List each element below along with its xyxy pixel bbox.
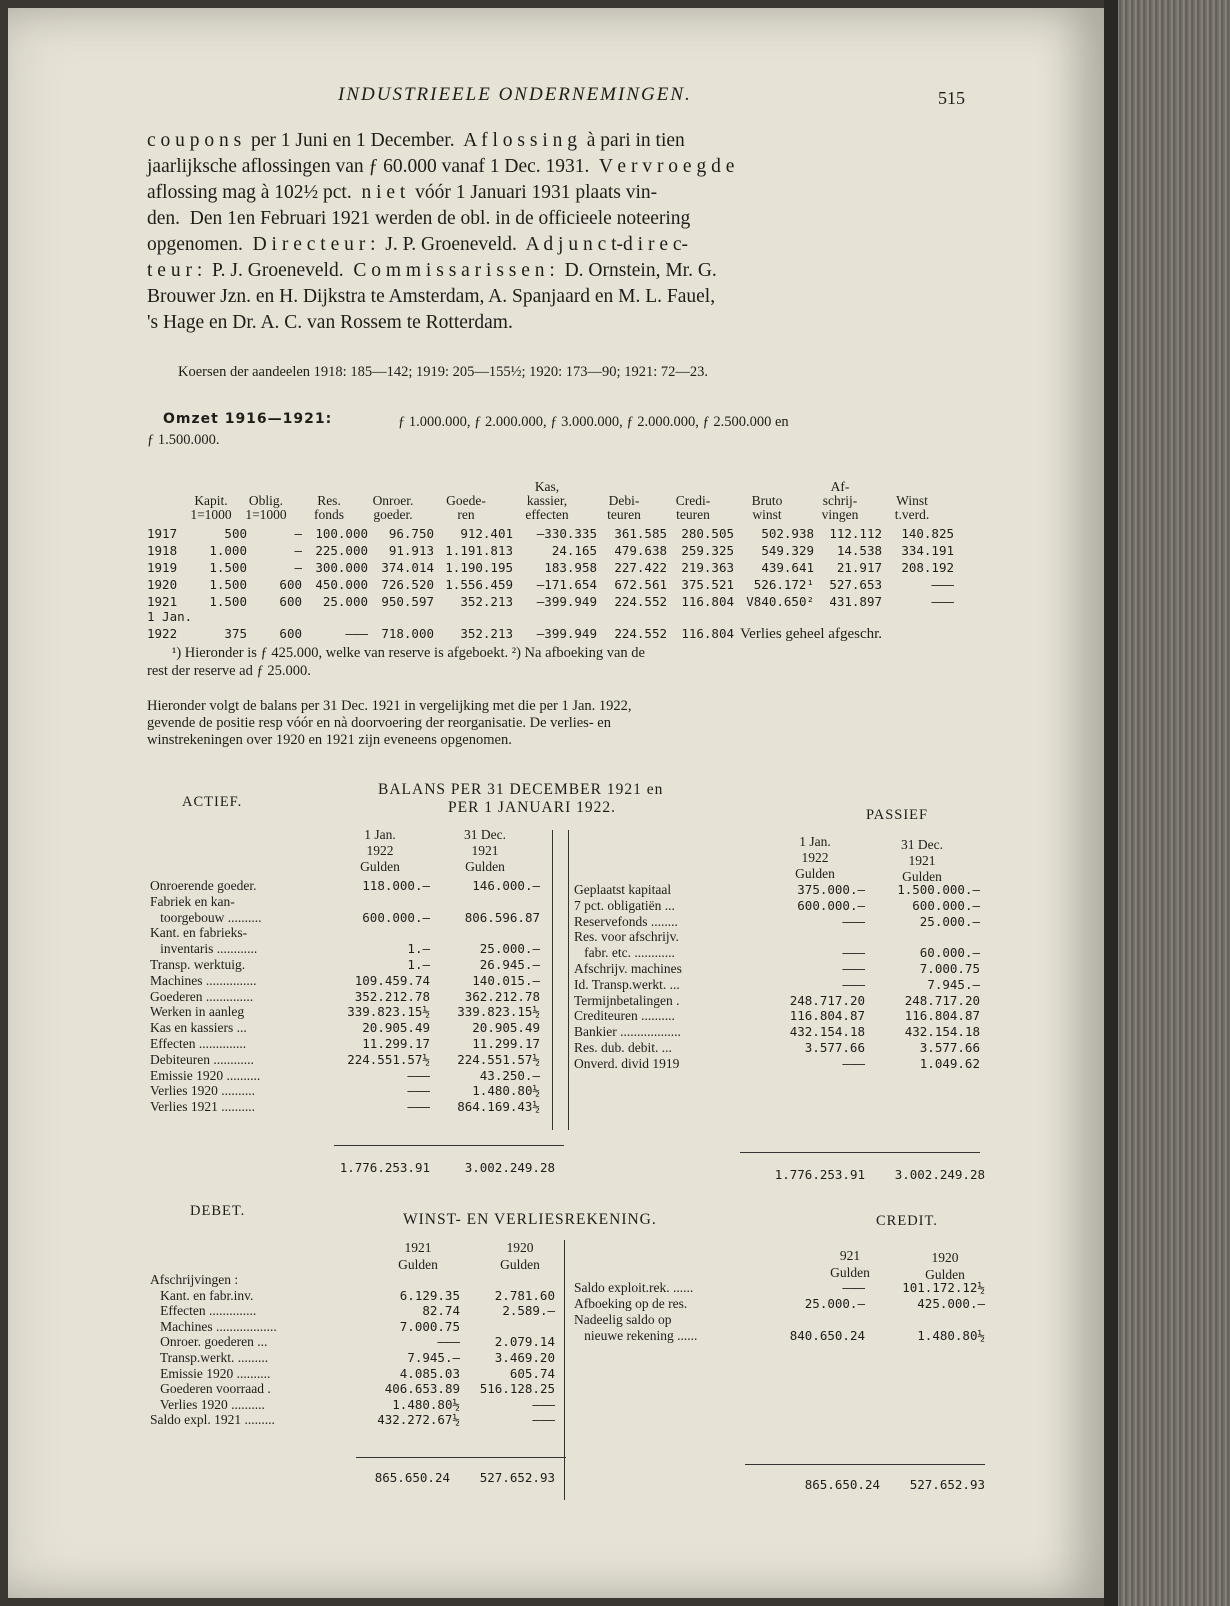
- stats-header-cell: Winst t.verd.: [894, 493, 930, 522]
- stats-header-cell: Kapit. 1=1000: [190, 493, 232, 522]
- winst-debet-1920: 3.469.20: [494, 1350, 555, 1365]
- stats-cell: 116.804: [681, 594, 734, 609]
- balans-intro: [147, 698, 632, 749]
- balans-actief-jan: 224.551.57½: [347, 1051, 430, 1067]
- stats-cell: 224.552: [614, 594, 667, 609]
- stats-year-cell: 1921: [147, 594, 178, 609]
- stats-cell: 208.192: [901, 560, 954, 575]
- stats-header-cell: Credi- teuren: [675, 493, 711, 522]
- balans-actief-jan: 11.299.17: [362, 1036, 430, 1051]
- stats-cell: —399.949: [536, 594, 597, 609]
- balans-passief-jan: ———: [842, 1055, 865, 1071]
- winst-debet-1921: ———: [437, 1334, 460, 1350]
- winst-debet-1921: 82.74: [422, 1303, 460, 1319]
- balans-actief-total-jan: 1.776.253.91: [339, 1160, 430, 1175]
- balans-passief-label: Id. Transp.werkt. ...: [574, 976, 680, 992]
- balans-col-header: 1921: [908, 853, 936, 868]
- winst-debet-label: Onroer. goederen ...: [150, 1334, 268, 1350]
- balans-col-header: 1921: [471, 843, 499, 858]
- balans-actief-jan: 118.000.—: [362, 878, 430, 893]
- winst-debet-1921: 406.653.89: [384, 1381, 460, 1397]
- balans-title-2: PER 1 JANUARI 1922.: [448, 799, 616, 816]
- stats-header-cell: Debi- teuren: [607, 493, 641, 522]
- omzet-line1: ƒ 1.000.000, ƒ 2.000.000, ƒ 3.000.000, ƒ 2.000.000, ƒ 2.500.000 en: [398, 414, 789, 430]
- stats-cell: 112.112: [829, 526, 882, 541]
- book-page-edges: [1104, 0, 1230, 1606]
- stats-cell: 672.561: [614, 577, 667, 592]
- balans-intro-line: winstrekeningen over 1920 en 1921 zijn eveneens opgenomen.: [147, 732, 512, 748]
- table-divider: [552, 830, 553, 1130]
- stats-cell: 25.000: [322, 594, 368, 609]
- balans-actief-jan: ———: [407, 1067, 430, 1083]
- stats-cell: 1.000: [209, 543, 247, 558]
- passief-label: PASSIEF: [866, 807, 929, 823]
- intro-line: t e u r : P. J. Groeneveld. C o m m i s s a r i s s e n : D. Ornstein, Mr. G.: [147, 260, 717, 281]
- balans-passief-dec: 60.000.—: [919, 945, 980, 961]
- balans-actief-dec: 806.596.87: [464, 909, 540, 925]
- balans-passief-jan: 432.154.18: [789, 1024, 865, 1040]
- stats-cell: 334.191: [901, 543, 954, 558]
- stats-cell: 1.191.813: [445, 543, 513, 558]
- page-number: 515: [938, 88, 965, 108]
- balans-actief-dec: 11.299.17: [472, 1036, 540, 1051]
- total-rule: [356, 1457, 566, 1458]
- table-divider: [564, 1240, 565, 1500]
- balans-col-header: 1 Jan.: [364, 827, 396, 842]
- stats-cell: 219.363: [681, 560, 734, 575]
- balans-passief-label: Res. voor afschrijv.: [574, 929, 679, 945]
- balans-passief-jan: ———: [842, 976, 865, 992]
- stats-cell: 361.585: [614, 526, 667, 541]
- stats-cell: —330.335: [536, 526, 597, 541]
- stats-cell: 96.750: [388, 526, 434, 541]
- balans-passief-label: Reservefonds ........: [574, 913, 678, 929]
- winst-col-header: Gulden: [925, 1267, 965, 1282]
- winst-credit-label: Nadeelig saldo op: [574, 1312, 672, 1327]
- intro-line: jaarlijksche aflossingen van ƒ 60.000 vanaf 1 Dec. 1931. V e r v r o e g d e: [147, 156, 735, 177]
- winst-credit-1921: ———: [842, 1280, 865, 1295]
- stats-year-cell: 1918: [147, 543, 178, 558]
- winst-credit-1921: 840.650.24: [789, 1328, 865, 1343]
- stats-cell: —171.654: [536, 577, 597, 592]
- stats-cell: —: [294, 560, 302, 575]
- winst-debet-total-1921: 865.650.24: [374, 1470, 450, 1485]
- balans-passief-label: Onverd. divid 1919: [574, 1055, 680, 1071]
- balans-passief-label: Termijnbetalingen .: [574, 992, 680, 1008]
- stats-header-cell: Res. fonds: [314, 493, 344, 522]
- balans-actief-dec: 362.212.78: [464, 988, 540, 1004]
- total-rule: [740, 1152, 980, 1153]
- balans-col-header: 1 Jan.: [799, 834, 831, 849]
- stats-cell: 726.520: [381, 577, 434, 592]
- stats-cell: 259.325: [681, 543, 734, 558]
- balans-actief-dec: 43.250.—: [479, 1067, 540, 1083]
- balans-actief-jan: ———: [407, 1099, 430, 1115]
- balans-passief-dec: 7.000.75: [919, 961, 980, 976]
- balans-actief-label: Onroerende goeder.: [150, 878, 257, 893]
- balans-col-header: 1922: [366, 843, 394, 858]
- stats-cell: ———: [345, 626, 368, 641]
- intro-line: Brouwer Jzn. en H. Dijkstra te Amsterdam, A. Spanjaard en M. L. Fauel,: [147, 286, 716, 307]
- balans-passief-label: Geplaatst kapitaal: [574, 882, 672, 897]
- balans-actief-jan: 1.—: [407, 957, 430, 972]
- running-header: INDUSTRIEELE ONDERNEMINGEN.: [338, 84, 692, 105]
- balans-actief-jan: ———: [407, 1083, 430, 1099]
- winst-debet-label: Machines ..................: [150, 1318, 277, 1334]
- stats-cell: —: [294, 526, 302, 541]
- balans-actief-label: Kas en kassiers ...: [150, 1020, 247, 1036]
- winst-debet-1921: 1.480.80½: [392, 1396, 460, 1412]
- stats-footnote-2: rest der reserve ad ƒ 25.000.: [147, 663, 311, 679]
- balans-passief-total-dec: 3.002.249.28: [894, 1167, 985, 1182]
- winst-credit-1920: 1.480.80½: [917, 1328, 985, 1343]
- stats-cell: 21.917: [836, 560, 882, 575]
- stats-header-cell: Af- schrij- vingen: [821, 479, 859, 522]
- balans-col-header: 1922: [801, 850, 829, 865]
- balans-actief-label: toorgebouw ..........: [150, 909, 262, 925]
- total-rule: [334, 1145, 564, 1146]
- stats-cell: 526.172¹: [753, 577, 814, 592]
- balans-intro-line: gevende de positie resp vóór en nà doorvoering der reorganisatie. De verlies- en: [147, 715, 611, 731]
- winst-title: WINST- EN VERLIESREKENING.: [403, 1211, 657, 1228]
- stats-cell: 600: [279, 577, 302, 592]
- winst-debet-1920: 2.079.14: [494, 1334, 555, 1350]
- balans-actief-jan: 20.905.49: [362, 1020, 430, 1036]
- stats-cell: 375: [224, 626, 247, 641]
- winst-debet-label: Emissie 1920 ..........: [150, 1365, 271, 1381]
- winst-debet-1921: 7.000.75: [399, 1318, 460, 1334]
- koersen-line: Koersen der aandeelen 1918: 185—142; 1919: 205—155½; 1920: 173—90; 1921: 72—23.: [178, 364, 708, 380]
- stats-year-cell: 1922: [147, 626, 178, 641]
- winst-debet-label: Effecten ..............: [150, 1303, 257, 1319]
- balans-actief-label: Goederen ..............: [150, 988, 254, 1004]
- balans-actief-dec: 864.169.43½: [457, 1099, 540, 1115]
- stats-header-cell: Oblig. 1=1000: [245, 493, 287, 522]
- stats-cell: 280.505: [681, 526, 734, 541]
- total-rule: [745, 1464, 985, 1465]
- balans-actief-dec: 146.000.—: [472, 878, 540, 893]
- winst-debet-1920: 2.589.—: [502, 1303, 555, 1319]
- winst-debet-1920: 605.74: [509, 1365, 555, 1381]
- balans-actief-jan: 1.—: [407, 941, 430, 957]
- balans-actief-jan: 109.459.74: [354, 972, 430, 988]
- winst-col-header: Gulden: [398, 1257, 438, 1272]
- stats-cell: 718.000: [381, 626, 434, 641]
- stats-cell: 527.653: [829, 577, 882, 592]
- balans-col-header: Gulden: [795, 866, 835, 881]
- balans-actief-dec: 140.015.—: [472, 972, 540, 988]
- balans-actief-total-dec: 3.002.249.28: [464, 1160, 555, 1175]
- stats-note-cell: Verlies geheel afgeschr.: [740, 626, 883, 642]
- balans-col-header: Gulden: [360, 859, 400, 874]
- winst-credit-label: Saldo exploit.rek. ......: [574, 1280, 694, 1295]
- balans-col-header: Gulden: [902, 869, 942, 884]
- balans-passief-jan: 116.804.87: [789, 1008, 865, 1024]
- winst-debet-1920: ———: [532, 1396, 555, 1412]
- balans-passief-dec: 248.717.20: [904, 992, 980, 1008]
- actief-label: ACTIEF.: [182, 794, 243, 810]
- stats-header-cell: Bruto winst: [751, 493, 783, 522]
- stats-cell: 1.500: [209, 594, 247, 609]
- stats-cell: 1.500: [209, 560, 247, 575]
- credit-label: CREDIT.: [876, 1213, 938, 1229]
- intro-line: den. Den 1en Februari 1921 werden de obl. in de officieele noteering: [147, 208, 691, 229]
- stats-cell: 91.913: [388, 543, 434, 558]
- omzet-label: Omzet 1916—1921:: [163, 411, 333, 427]
- stats-cell: 374.014: [381, 560, 434, 575]
- balans-actief-dec: 224.551.57½: [457, 1051, 540, 1067]
- stats-cell: 500: [224, 526, 247, 541]
- intro-line: c o u p o n s per 1 Juni en 1 December. A f l o s s i n g à pari in tien: [147, 130, 685, 151]
- winst-debet-total-1920: 527.652.93: [479, 1470, 555, 1485]
- stats-year-cell: 1 Jan.: [147, 609, 193, 624]
- debet-label: DEBET.: [190, 1203, 246, 1219]
- winst-debet-1920: 516.128.25: [479, 1381, 555, 1397]
- stats-cell: 600: [279, 626, 302, 641]
- stats-year-cell: 1920: [147, 577, 178, 592]
- balans-passief-dec: 25.000.—: [919, 913, 980, 929]
- stats-cell: 140.825: [901, 526, 954, 541]
- stats-cell: 183.958: [544, 560, 597, 575]
- stats-cell: ———: [931, 594, 954, 609]
- stats-header-cell: Onroer. goeder.: [372, 493, 414, 522]
- winst-debet-label: Saldo expl. 1921 .........: [150, 1412, 275, 1428]
- winst-credit-total-1920: 527.652.93: [909, 1477, 985, 1492]
- winst-credit-1921: 25.000.—: [804, 1296, 865, 1311]
- balans-intro-line: Hieronder volgt de balans per 31 Dec. 1921 in vergelijking met die per 1 Jan. 1922,: [147, 698, 632, 714]
- intro-line: 's Hage en Dr. A. C. van Rossem te Rotterdam.: [147, 312, 513, 333]
- winst-col-header: Gulden: [830, 1265, 870, 1280]
- stats-cell: 352.213: [460, 626, 513, 641]
- winst-credit-label: nieuwe rekening ......: [574, 1328, 698, 1343]
- balans-passief-jan: ———: [842, 945, 865, 961]
- stats-cell: 1.190.195: [445, 560, 513, 575]
- omzet-line2: ƒ 1.500.000.: [147, 432, 220, 448]
- balans-actief-label: Transp. werktuig.: [150, 957, 246, 972]
- balans-actief-jan: 339.823.15½: [347, 1004, 430, 1020]
- balans-actief-dec: 26.945.—: [479, 957, 540, 972]
- balans-passief-dec: 1.049.62: [919, 1055, 980, 1071]
- balans-col-header: Gulden: [465, 859, 505, 874]
- balans-passief-label: Res. dub. debit. ...: [574, 1040, 672, 1055]
- balans-passief-jan: 375.000.—: [797, 882, 865, 897]
- winst-debet-label: Kant. en fabr.inv.: [150, 1287, 254, 1303]
- stats-cell: 912.401: [460, 526, 513, 541]
- balans-actief-dec: 1.480.80½: [472, 1083, 540, 1099]
- balans-actief-label: Emissie 1920 ..........: [150, 1067, 261, 1083]
- book-spine-shadow: [1104, 0, 1118, 1606]
- balans-title-1: BALANS PER 31 DECEMBER 1921 en: [378, 781, 664, 798]
- winst-debet-label: Goederen voorraad .: [150, 1381, 271, 1397]
- intro-line: aflossing mag à 102½ pct. n i e t vóór 1 Januari 1931 plaats vin-: [147, 182, 658, 203]
- stats-cell: 14.538: [836, 543, 882, 558]
- balans-passief-jan: 248.717.20: [789, 992, 865, 1008]
- balans-passief-jan: ———: [842, 913, 865, 929]
- balans-passief-label: fabr. etc. ............: [574, 945, 675, 961]
- stats-cell: ———: [931, 577, 954, 592]
- balans-actief-label: Debiteuren ............: [150, 1051, 254, 1067]
- winst-debet-1921: 6.129.35: [399, 1287, 460, 1303]
- stats-cell: 479.638: [614, 543, 667, 558]
- winst-credit-1920: 425.000.—: [917, 1296, 985, 1311]
- stats-cell: 225.000: [315, 543, 368, 558]
- balans-passief-label: 7 pct. obligatiën ...: [574, 897, 675, 913]
- winst-col-header: 1920: [931, 1250, 959, 1265]
- stats-cell: 1.556.459: [445, 577, 513, 592]
- balans-passief-label: Afschrijv. machines: [574, 961, 682, 976]
- balans-actief-dec: 339.823.15½: [457, 1004, 540, 1020]
- winst-credit-total-1921: 865.650.24: [804, 1477, 880, 1492]
- winst-debet-1920: ———: [532, 1412, 555, 1428]
- balans-actief-dec: 25.000.—: [479, 941, 540, 957]
- stats-cell: 950.597: [381, 594, 434, 609]
- stats-cell: 352.213: [460, 594, 513, 609]
- winst-debet-1920: 2.781.60: [494, 1287, 555, 1303]
- winst-col-header: Gulden: [500, 1257, 540, 1272]
- balans-passief-dec: 600.000.—: [912, 897, 980, 913]
- winst-debet-label: Transp.werkt. .........: [150, 1350, 269, 1365]
- balans-actief-jan: 600.000.—: [362, 909, 430, 925]
- winst-col-header: 1920: [506, 1240, 534, 1255]
- balans-actief-label: Kant. en fabrieks-: [150, 925, 248, 941]
- winst-col-header: 921: [839, 1248, 861, 1263]
- balans-actief-label: Fabriek en kan-: [150, 893, 235, 909]
- winst-debet-1921: 4.085.03: [399, 1365, 460, 1381]
- stats-cell: —: [294, 543, 302, 558]
- balans-passief-dec: 116.804.87: [904, 1008, 980, 1024]
- balans-col-header: 31 Dec.: [464, 827, 506, 842]
- balans-passief-dec: 7.945.—: [927, 976, 980, 992]
- stats-cell: 116.804: [681, 626, 734, 641]
- stats-cell: 100.000: [315, 526, 368, 541]
- stats-cell: 24.165: [551, 543, 597, 558]
- balans-passief-label: Bankier ..................: [574, 1024, 681, 1040]
- stats-cell: 375.521: [681, 577, 734, 592]
- table-divider: [568, 830, 569, 1130]
- stats-cell: 600: [279, 594, 302, 609]
- stats-year-cell: 1917: [147, 526, 178, 541]
- stats-cell: 227.422: [614, 560, 667, 575]
- winst-debet-label: Verlies 1920 ..........: [150, 1396, 265, 1412]
- intro-line: opgenomen. D i r e c t e u r : J. P. Groeneveld. A d j u n c t-d i r e c-: [147, 234, 689, 255]
- balans-actief-label: inventaris ............: [150, 941, 258, 957]
- balans-actief-label: Verlies 1920 ..........: [150, 1083, 255, 1099]
- stats-cell: 1.500: [209, 577, 247, 592]
- winst-col-header: 1921: [404, 1240, 432, 1255]
- balans-passief-dec: 432.154.18: [904, 1024, 980, 1040]
- stats-year-cell: 1919: [147, 560, 178, 575]
- balans-actief-jan: 352.212.78: [354, 988, 430, 1004]
- stats-cell: —399.949: [536, 626, 597, 641]
- balans-passief-dec: 1.500.000.—: [897, 882, 980, 897]
- stats-cell: 549.329: [761, 543, 814, 558]
- stats-header-cell: Goede- ren: [446, 493, 486, 522]
- winst-debet-label: Afschrijvingen :: [150, 1272, 239, 1287]
- stats-footnote-1: ¹) Hieronder is ƒ 425.000, welke van reserve is afgeboekt. ²) Na afboeking van de: [172, 645, 645, 661]
- stats-header-cell: Kas, kassier, effecten: [525, 479, 569, 522]
- balans-actief-label: Machines ...............: [150, 972, 257, 988]
- stats-cell: 502.938: [761, 526, 814, 541]
- winst-debet-1921: 432.272.67½: [377, 1412, 460, 1428]
- stats-cell: 431.897: [829, 594, 882, 609]
- balans-passief-jan: 600.000.—: [797, 897, 865, 913]
- stats-cell: 300.000: [315, 560, 368, 575]
- stats-cell: 450.000: [315, 577, 368, 592]
- winst-credit-label: Afboeking op de res.: [574, 1296, 688, 1311]
- balans-actief-label: Effecten ..............: [150, 1036, 247, 1051]
- balans-passief-jan: ———: [842, 961, 865, 976]
- stats-cell: 439.641: [761, 560, 814, 575]
- balans-passief-total-jan: 1.776.253.91: [774, 1167, 865, 1182]
- winst-debet-1921: 7.945.—: [407, 1350, 460, 1365]
- stats-cell: V840.650²: [746, 594, 814, 609]
- balans-actief-dec: 20.905.49: [472, 1020, 540, 1036]
- balans-actief-label: Werken in aanleg: [150, 1004, 245, 1020]
- stats-cell: 224.552: [614, 626, 667, 641]
- balans-col-header: 31 Dec.: [901, 837, 943, 852]
- balans-passief-jan: 3.577.66: [804, 1040, 865, 1055]
- intro-paragraph: [147, 128, 734, 336]
- balans-actief-label: Verlies 1921 ..........: [150, 1099, 255, 1115]
- balans-passief-dec: 3.577.66: [919, 1040, 980, 1055]
- balans-passief-label: Crediteuren ..........: [574, 1008, 675, 1024]
- winst-credit-1920: 101.172.12½: [902, 1280, 985, 1295]
